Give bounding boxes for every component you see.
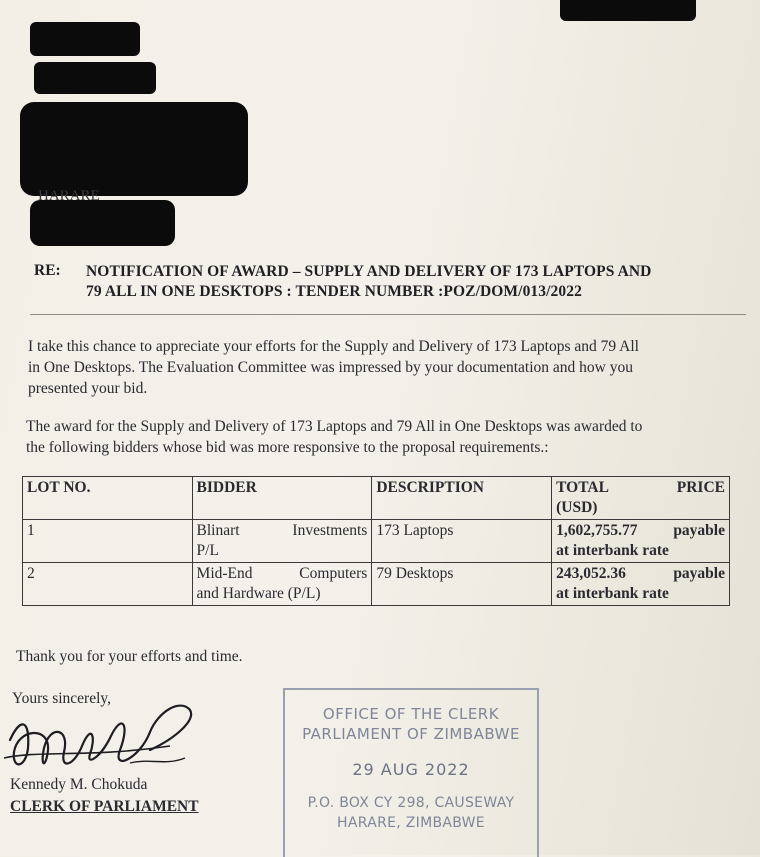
- redaction-block-recipient: [20, 102, 248, 196]
- price-rate: at interbank rate: [556, 585, 669, 602]
- paragraph-2-line-1: The award for the Supply and Delivery of 173 Laptops and 79 All in One Desktops was awarded to: [26, 418, 643, 435]
- re-label: RE:: [34, 262, 61, 279]
- sign-off: Yours sincerely,: [12, 690, 112, 707]
- stamp-box: P.O. BOX CY 298, CAUSEWAY: [307, 795, 515, 811]
- stamp-city: HARARE, ZIMBABWE: [337, 815, 485, 831]
- stamp-parliament: PARLIAMENT OF ZIMBABWE: [302, 725, 520, 743]
- stamp-office: OFFICE OF THE CLERK: [322, 705, 500, 723]
- redaction-block-top-right: [560, 0, 696, 21]
- table-row: [23, 520, 730, 563]
- price-amount: 1,602,755.77: [556, 522, 638, 539]
- cell-total-price: [552, 563, 730, 606]
- bidder-name-part: Mid-End: [196, 565, 253, 582]
- cell-lot: 2: [23, 563, 193, 606]
- redaction-block-date: [34, 62, 156, 94]
- re-subject-line-1: NOTIFICATION OF AWARD – SUPPLY AND DELIVERY OF 173 LAPTOPS AND: [86, 263, 652, 280]
- bidder-name-part: and Hardware (P/L): [196, 585, 321, 602]
- signature-graphic: [0, 688, 220, 783]
- re-subject: [86, 262, 651, 302]
- header-bidder: BIDDER: [192, 477, 372, 520]
- paragraph-1-line-3: presented your bid.: [28, 380, 148, 397]
- award-table: [22, 476, 730, 606]
- re-subject-line-2: 79 ALL IN ONE DESKTOPS : TENDER NUMBER :POZ/DOM/013/2022: [86, 283, 582, 300]
- signatory-name: Kennedy M. Chokuda: [10, 776, 148, 793]
- thanks-line: Thank you for your efforts and time.: [16, 648, 243, 665]
- bidder-name-part: Computers: [299, 565, 368, 582]
- header-total-price: [552, 477, 730, 520]
- table-header-row: [23, 477, 730, 520]
- header-lot-no: LOT NO.: [23, 477, 193, 520]
- cell-description: 79 Desktops: [372, 563, 552, 606]
- address-city: HARARE: [38, 188, 100, 204]
- price-rate: at interbank rate: [556, 542, 669, 559]
- header-description: DESCRIPTION: [372, 477, 552, 520]
- header-total-label: TOTAL: [556, 479, 609, 496]
- paragraph-2-line-2: the following bidders whose bid was more responsive to the proposal requirements.:: [26, 439, 549, 456]
- divider-line: [30, 314, 746, 315]
- cell-total-price: [552, 520, 730, 563]
- paragraph-1-line-2: in One Desktops. The Evaluation Committee was impressed by your documentation and how you: [28, 359, 633, 376]
- redaction-block-ref: [30, 22, 140, 56]
- paragraph-award: [26, 416, 642, 458]
- redaction-block-attention: [30, 200, 175, 246]
- paragraph-1-line-1: I take this chance to appreciate your efforts for the Supply and Delivery of 173 Laptops and 79 All: [28, 338, 639, 355]
- bidder-name-part: P/L: [196, 542, 219, 559]
- cell-bidder: [192, 563, 372, 606]
- cell-bidder: [192, 520, 372, 563]
- bidder-name-part: Blinart: [196, 522, 240, 539]
- price-payable: payable: [673, 565, 725, 582]
- table-row: [23, 563, 730, 606]
- bidder-name-part: Investments: [292, 522, 368, 539]
- price-amount: 243,052.36: [556, 565, 626, 582]
- cell-description: 173 Laptops: [372, 520, 552, 563]
- stamp-date: 29 AUG 2022: [352, 760, 470, 779]
- price-payable: payable: [673, 522, 725, 539]
- signatory-title: CLERK OF PARLIAMENT: [10, 798, 199, 815]
- official-stamp: [283, 688, 539, 857]
- paragraph-appreciation: [28, 336, 639, 399]
- cell-lot: 1: [23, 520, 193, 563]
- header-currency-label: (USD): [556, 499, 598, 516]
- header-price-label: PRICE: [676, 479, 725, 496]
